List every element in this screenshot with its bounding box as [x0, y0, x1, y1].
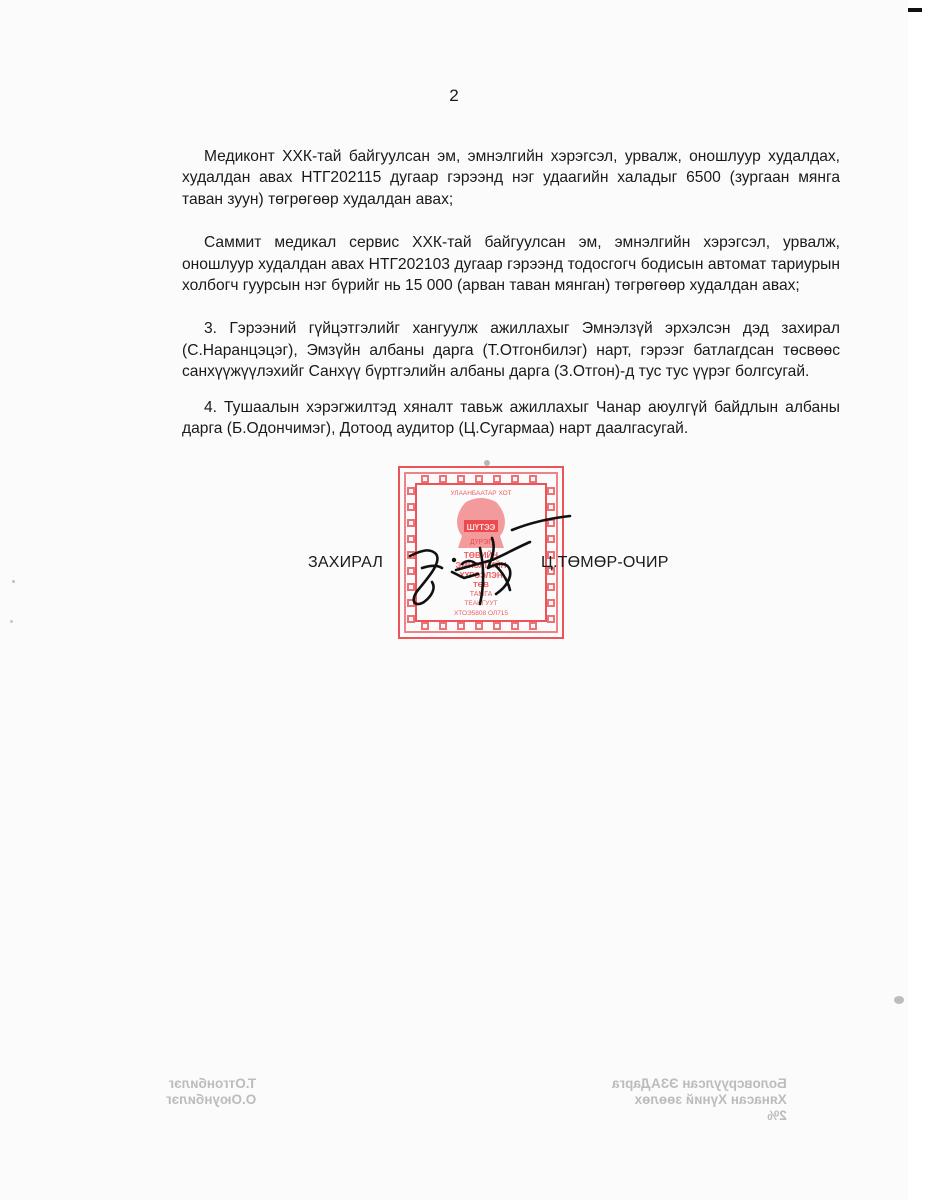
- page-number: 2: [449, 86, 459, 105]
- stamp-text-line: ТӨВ: [473, 580, 489, 589]
- signature-block: [0, 460, 927, 660]
- stamp-text-line: ШҮТЭЭ: [466, 523, 496, 532]
- bleed-line: Хянасан Хүний зөөлөх: [634, 1092, 787, 1107]
- scan-speck: [10, 620, 13, 623]
- paragraph-medikont: Медиконт ХХК-тай байгуулсан эм, эмнэлгийн хэрэгсэл, урвалж, оношлуур худалдах, худалдан авах НТГ202115 дугаар гэрээнд нэг удаагийн халадыг 6500 (зургаан мянга таван зуун) төгрөгөөр худалдан авах;: [182, 148, 840, 208]
- stamp-text-line: ЭМНЭЛГИЙН: [455, 561, 507, 570]
- signatory-name: Ц.ТӨМӨР-ОЧИР: [541, 554, 669, 571]
- scan-speck: [894, 996, 904, 1004]
- stamp-text-line: ХҮРЭЭЛЭН: [459, 571, 503, 580]
- bleed-line: 2%: [767, 1108, 787, 1123]
- bleed-line: О.Оюунбилэг: [166, 1092, 257, 1107]
- paragraph-item-4: 4. Тушаалын хэрэгжилтэд хяналт тавьж ажиллахыг Чанар аюулгүй байдлын албаны дарга (Б.Одончимэг), Дотоод аудитор (Ц.Сугармаа) нарт даалгасугай.: [182, 398, 840, 438]
- document-body: [182, 146, 840, 453]
- bleed-through-names-text: [166, 1076, 256, 1108]
- scan-speck: [12, 580, 15, 583]
- stamp-text-line: ХТОЭ5808 ОЛ715: [453, 610, 509, 617]
- scan-edge: [908, 0, 927, 1200]
- bleed-line: Т.Отгонбилэг: [168, 1076, 257, 1091]
- handwritten-signature: [392, 508, 582, 626]
- stamp-text-line: ТЕАНГУУТ: [464, 600, 498, 607]
- stamp-text-line: ТАМГА: [469, 591, 493, 598]
- bleed-line: Боловсруулсан ЭЗАДарга: [612, 1076, 787, 1091]
- bleed-through-approval-text: [612, 1076, 787, 1124]
- stamp-text-line: ДҮРЭГ: [469, 539, 493, 546]
- scan-speck: [484, 460, 490, 466]
- stamp-text-line: УЛААНБААТАР ХОТ: [450, 490, 512, 497]
- stamp-text-line: ТӨВИЙН: [463, 551, 499, 560]
- scan-edge-mark: [908, 8, 922, 12]
- paragraph-item-3: 3. Гэрээний гүйцэтгэлийг хангуулж ажиллахыг Эмнэлзүй эрхэлсэн дэд захирал (С.Наранцэцэг), Эмзүйн албаны дарга (Т.Отгонбилэг) нарт, гэрээг батлагдсан төсвөөс санхүүжүүлэхийг Санхүү бүртгэлийн албаны дарга (З.Отгон)-д тус тус үүрэг болгсугай.: [182, 320, 840, 381]
- paragraph-summit: Саммит медикал сервис ХХК-тай байгуулсан эм, эмнэлгийн хэрэгсэл, урвалж, оношлуур худалдан авах НТГ202103 дугаар гэрээнд тодосгогч бодисын автомат тариурын холбогч гуурсын нэг бүрийг нь 15 000 (арван таван мянган) төгрөгөөр худалдан авах;: [182, 234, 840, 295]
- signatory-role: ЗАХИРАЛ: [308, 554, 384, 571]
